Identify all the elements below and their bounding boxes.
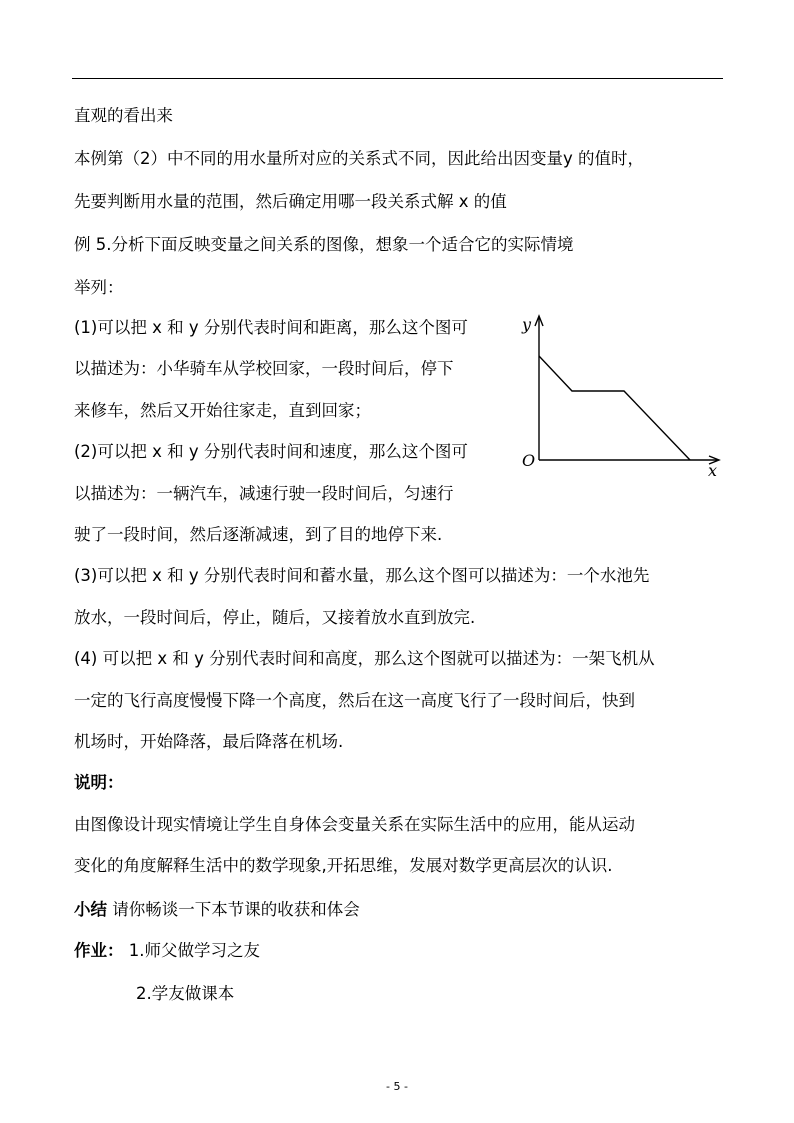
- text-line-9: (2)可以把 x 和 y 分别代表时间和速度，那么这个图可: [74, 442, 468, 461]
- graph-line: [539, 356, 690, 460]
- text-line-6: (1)可以把 x 和 y 分别代表时间和距离，那么这个图可: [74, 318, 468, 337]
- text-line-10: 以描述为：一辆汽车，减速行驶一段时间后，匀速行: [74, 484, 454, 503]
- homework-label: 作业：: [74, 941, 124, 960]
- text-line-18: 由图像设计现实情境让学生自身体会变量关系在实际生活中的应用，能从运动: [74, 815, 635, 834]
- text-line-19: 变化的角度解释生活中的数学现象,开拓思维，发展对数学更高层次的认识.: [74, 856, 613, 875]
- x-axis-label: x: [708, 461, 718, 480]
- text-line-15: 一定的飞行高度慢慢下降一个高度，然后在这一高度飞行了一段时间后，快到: [74, 691, 635, 710]
- relationship-graph: [510, 308, 728, 480]
- summary-label: 小结: [74, 900, 107, 919]
- summary-line: [74, 898, 360, 922]
- text-line-5: 举列：: [74, 278, 124, 297]
- text-line-13: 放水，一段时间后，停止，随后，又接着放水直到放完.: [74, 608, 476, 627]
- text-line-3: 先要判断用水量的范围，然后确定用哪一段关系式解 x 的值: [74, 192, 507, 211]
- page-number: - 5 -: [386, 1080, 408, 1093]
- text-line-14: (4) 可以把 x 和 y 分别代表时间和高度，那么这个图就可以描述为：一架飞机从: [74, 649, 655, 668]
- example-heading: 例 5.分析下面反映变量之间关系的图像，想象一个适合它的实际情境: [74, 235, 574, 254]
- text-line-11: 驶了一段时间，然后逐渐减速，到了目的地停下来.: [74, 525, 443, 544]
- text-line-8: 来修车，然后又开始往家走，直到回家；: [74, 401, 371, 420]
- text-line-7: 以描述为：小华骑车从学校回家，一段时间后，停下: [74, 359, 454, 378]
- homework-line: [74, 939, 260, 963]
- summary-text: 请你畅谈一下本节课的收获和体会: [107, 900, 360, 919]
- text-line-1: 直观的看出来: [74, 106, 173, 125]
- explanation-heading: 说明：: [74, 773, 124, 792]
- header-rule: [72, 78, 723, 79]
- text-line-2: 本例第（2）中不同的用水量所对应的关系式不同，因此给出因变量y 的值时，: [74, 149, 645, 168]
- homework-item-1: 1.师父做学习之友: [123, 941, 260, 960]
- origin-label: O: [522, 451, 536, 470]
- y-axis-label: y: [522, 315, 532, 334]
- homework-item-2: 2.学友做课本: [136, 984, 235, 1003]
- text-line-12: (3)可以把 x 和 y 分别代表时间和蓄水量，那么这个图可以描述为：一个水池先: [74, 566, 650, 585]
- text-line-16: 机场时，开始降落，最后降落在机场.: [74, 732, 344, 751]
